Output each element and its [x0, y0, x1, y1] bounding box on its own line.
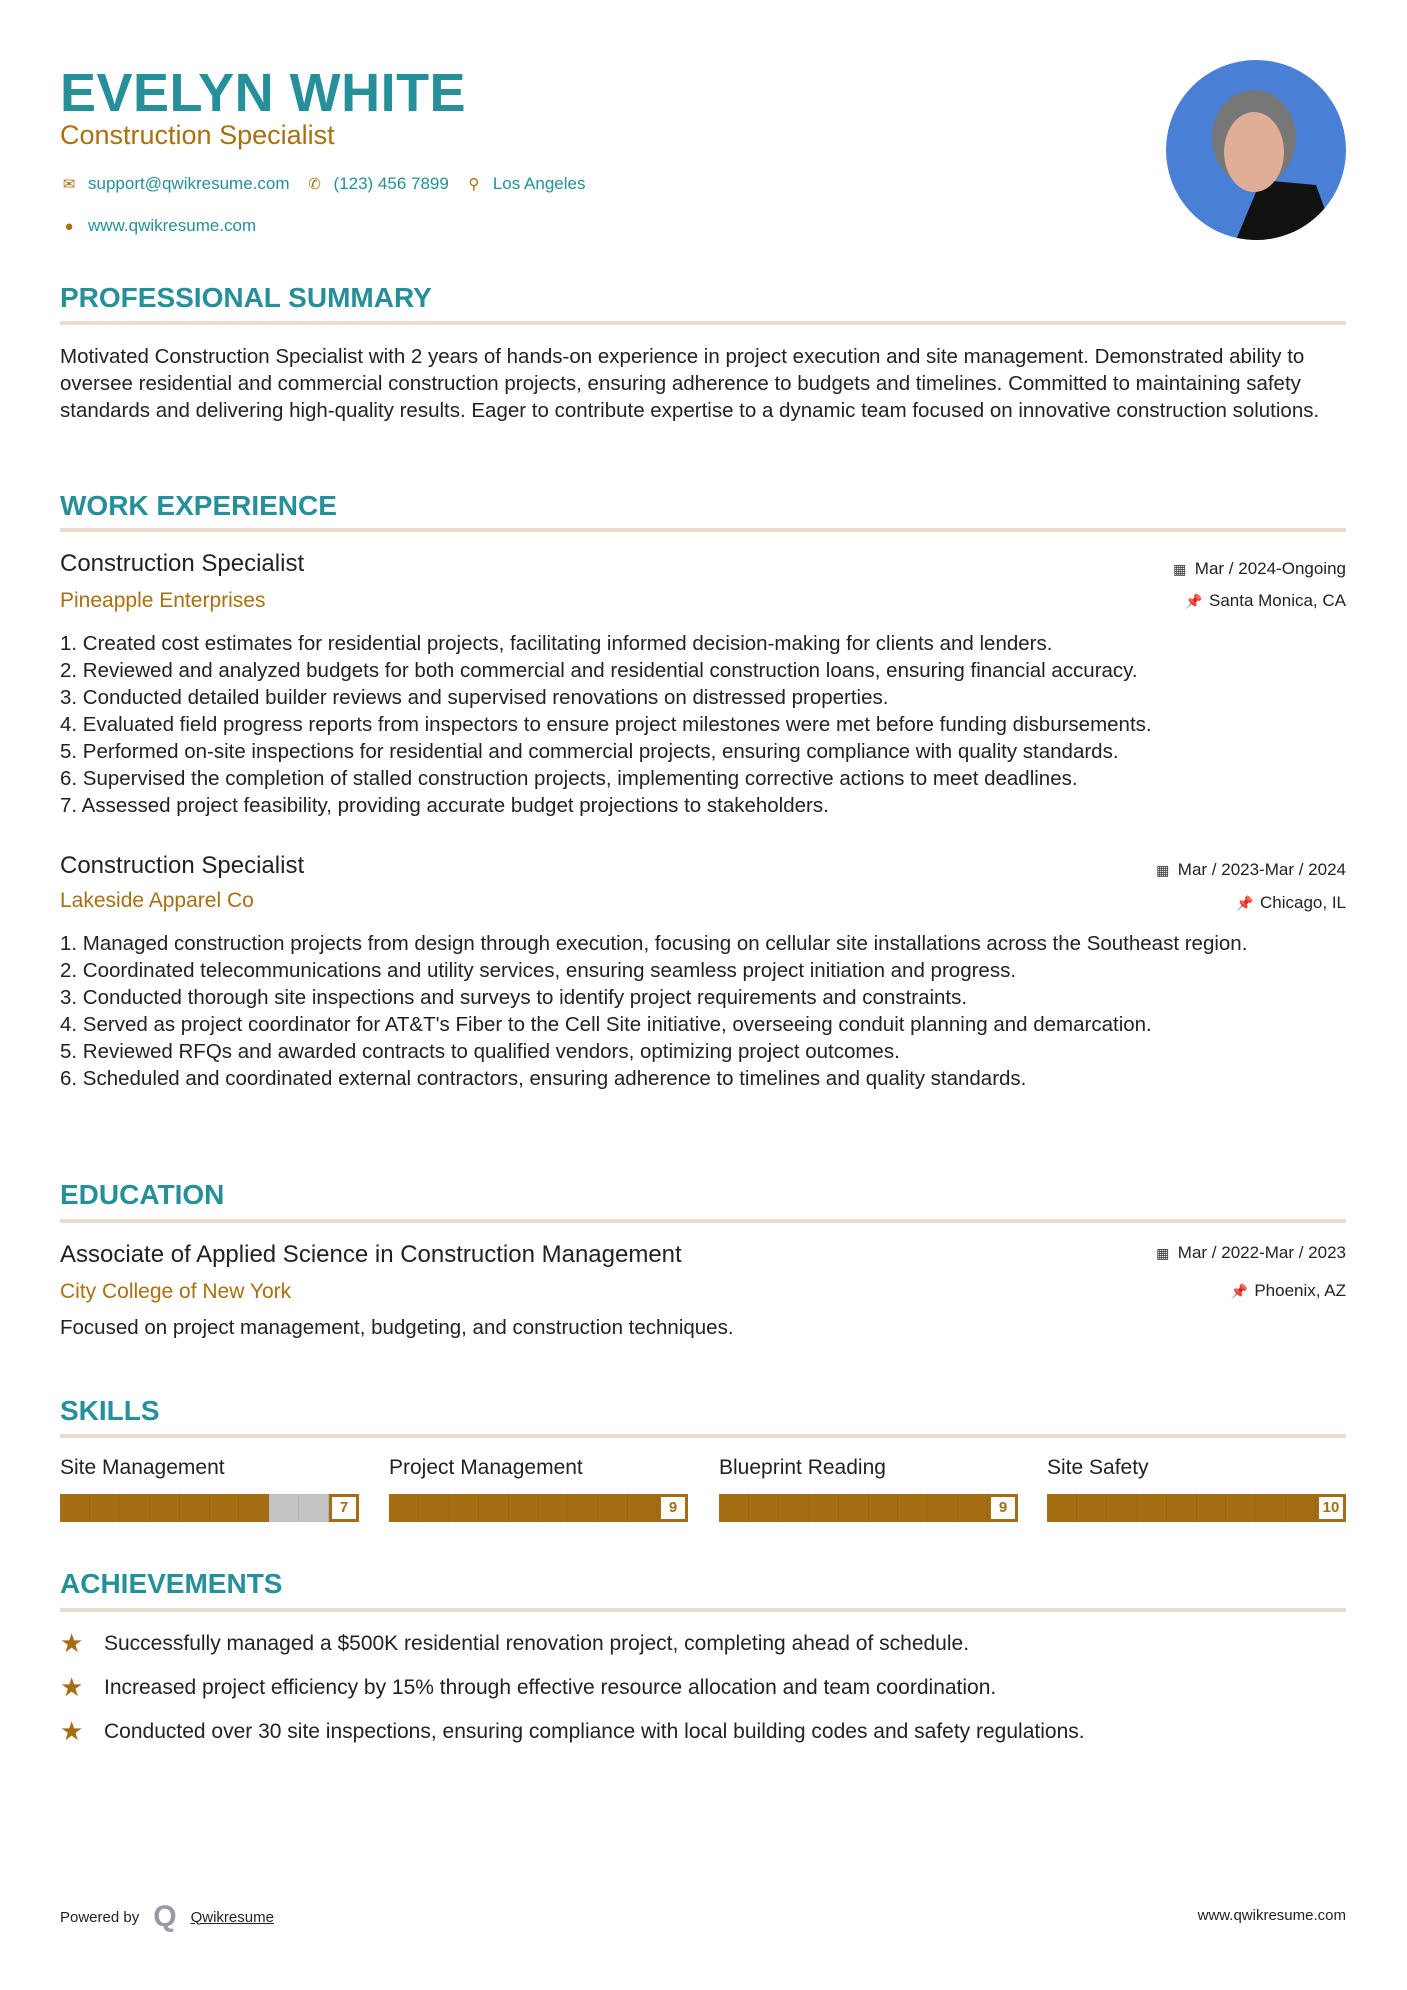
skill-bar-segment	[1137, 1494, 1167, 1522]
list-item: 2. Reviewed and analyzed budgets for both commercial and residential construction loans, ensuring financial accuracy.	[60, 659, 1138, 682]
location-text: Los Angeles	[492, 174, 586, 193]
degree-title: Associate of Applied Science in Construction Management	[60, 1241, 682, 1268]
skill-bar-segment	[449, 1494, 479, 1522]
skill-bar-segment	[598, 1494, 628, 1522]
skill-level: 9	[988, 1494, 1018, 1522]
dates-text: Mar / 2023-Mar / 2024	[1177, 860, 1346, 879]
pin-icon: 📌	[1185, 592, 1203, 609]
skill-bar-segment	[958, 1494, 988, 1522]
job-location	[1236, 893, 1346, 913]
job-bullets	[60, 930, 1346, 1092]
list-item: 3. Conducted detailed builder reviews and supervised renovations on distressed properties.	[60, 686, 889, 709]
skill-bar-segment	[1226, 1494, 1256, 1522]
footer-powered	[60, 1900, 274, 1934]
skill-bar-segment	[419, 1494, 449, 1522]
candidate-title: Construction Specialist	[60, 120, 335, 150]
list-item: 1. Created cost estimates for residential projects, facilitating informed decision-making for clients and lenders.	[60, 632, 1053, 655]
skill-name: Project Management	[389, 1456, 583, 1479]
skill-bar-segment	[539, 1494, 569, 1522]
list-item: 6. Scheduled and coordinated external contractors, ensuring adherence to timelines and quality standards.	[60, 1067, 1027, 1090]
job-dates	[1171, 559, 1346, 579]
skill-bar-segment	[150, 1494, 180, 1522]
qwikresume-logo-icon: Q	[153, 1900, 177, 1933]
skill-bar-segment	[1077, 1494, 1107, 1522]
list-item: 6. Supervised the completion of stalled construction projects, implementing corrective actions to meet deadlines.	[60, 767, 1078, 790]
list-item: 4. Served as project coordinator for AT&T's Fiber to the Cell Site initiative, overseeing conduit planning and demarcation.	[60, 1013, 1152, 1036]
location-text: Chicago, IL	[1260, 893, 1346, 912]
skill-bar-segment	[869, 1494, 899, 1522]
skill-bar-segment	[1256, 1494, 1286, 1522]
list-item: 1. Managed construction projects from design through execution, focusing on cellular site installations across the Southeast region.	[60, 932, 1248, 955]
brand-link[interactable]: Qwikresume	[190, 1908, 274, 1926]
education-description: Focused on project management, budgeting, and construction techniques.	[60, 1316, 734, 1339]
list-item: 7. Assessed project feasibility, providing accurate budget projections to stakeholders.	[60, 794, 829, 817]
contact-row	[60, 174, 585, 194]
skill-level: 7	[329, 1494, 359, 1522]
skill-bar-segment	[1286, 1494, 1316, 1522]
skill-bar-segment	[120, 1494, 150, 1522]
job-company: Lakeside Apparel Co	[60, 889, 254, 912]
star-icon: ★	[60, 1672, 84, 1702]
job-dates	[1154, 860, 1346, 880]
skill-bar	[60, 1494, 359, 1522]
job-location	[1185, 591, 1346, 611]
phone-text: (123) 456 7899	[333, 174, 449, 193]
skill-bar-segment	[568, 1494, 598, 1522]
skill-name: Site Safety	[1047, 1456, 1149, 1479]
divider	[60, 1434, 1346, 1438]
pin-icon: 📌	[1236, 894, 1254, 911]
envelope-icon: ✉	[62, 176, 76, 193]
skill-bar-segment	[749, 1494, 779, 1522]
skill-bar	[1047, 1494, 1346, 1522]
dates-text: Mar / 2022-Mar / 2023	[1177, 1243, 1346, 1262]
summary-text: Motivated Construction Specialist with 2 years of hands-on experience in project execution and site management. Demonstrated ability to oversee residential and commercial construction projects, ensuring adherence to budgets and timelines. Committed to maintaining safety standards and delivering high-quality results. Eager to contribute expertise to a dynamic team focused on innovative construction solutions.	[60, 345, 1320, 422]
skill-bar-segment	[1197, 1494, 1227, 1522]
calendar-icon: ▦	[1156, 861, 1170, 878]
skill-item	[389, 1456, 688, 1522]
achievements-heading: ACHIEVEMENTS	[60, 1568, 283, 1599]
skill-bar-segment	[1167, 1494, 1197, 1522]
phone-icon: ✆	[308, 176, 321, 193]
skill-item	[719, 1456, 1018, 1522]
achievement-item	[60, 1672, 996, 1703]
list-item: 5. Performed on-site inspections for residential and commercial projects, ensuring compliance with quality standards.	[60, 740, 1119, 763]
list-item: 4. Evaluated field progress reports from inspectors to ensure project milestones were met before funding disbursements.	[60, 713, 1152, 736]
skill-bar-segment	[60, 1494, 90, 1522]
pin-icon: 📌	[1230, 1282, 1249, 1299]
skill-bar-segment	[719, 1494, 749, 1522]
skill-bar-segment	[928, 1494, 958, 1522]
skill-name: Blueprint Reading	[719, 1456, 886, 1479]
list-item: 5. Reviewed RFQs and awarded contracts to qualified vendors, optimizing project outcomes.	[60, 1040, 900, 1063]
skill-bar-segment	[1107, 1494, 1137, 1522]
skill-bar-segment	[479, 1494, 509, 1522]
globe-icon: ●	[64, 217, 74, 235]
skill-bar-segment	[389, 1494, 419, 1522]
location-text: Santa Monica, CA	[1208, 591, 1346, 610]
skills-heading: SKILLS	[60, 1395, 160, 1426]
job-title: Construction Specialist	[60, 550, 305, 577]
skill-bar-segment	[779, 1494, 809, 1522]
list-item: 3. Conducted thorough site inspections and surveys to identify project requirements and constraints.	[60, 986, 968, 1009]
achievement-item	[60, 1628, 969, 1659]
skill-bar-segment	[809, 1494, 839, 1522]
skill-bar-segment	[839, 1494, 869, 1522]
skill-bar-segment	[269, 1494, 299, 1522]
job-title: Construction Specialist	[60, 852, 305, 879]
map-pin-icon: ⚲	[468, 176, 480, 193]
skill-bar-segment	[210, 1494, 240, 1522]
skill-bar	[719, 1494, 1018, 1522]
skill-bar-segment	[299, 1494, 329, 1522]
skill-item	[1047, 1456, 1346, 1522]
location-text: Phoenix, AZ	[1254, 1281, 1346, 1300]
website-row	[60, 216, 256, 236]
skill-level: 9	[658, 1494, 688, 1522]
website-link[interactable]: www.qwikresume.com	[88, 216, 257, 235]
skill-bar-segment	[90, 1494, 120, 1522]
school-name: City College of New York	[60, 1280, 292, 1303]
star-icon: ★	[60, 1628, 84, 1658]
achievement-text: Increased project efficiency by 15% through effective resource allocation and team coordination.	[104, 1675, 997, 1699]
avatar	[1166, 60, 1346, 240]
calendar-icon: ▦	[1173, 560, 1187, 577]
powered-by-text: Powered by	[60, 1908, 140, 1926]
job-bullets	[60, 630, 1346, 819]
education-heading: EDUCATION	[60, 1179, 225, 1210]
calendar-icon: ▦	[1156, 1244, 1170, 1261]
skill-name: Site Management	[60, 1456, 225, 1479]
divider	[60, 1608, 1346, 1612]
job-company: Pineapple Enterprises	[60, 589, 266, 612]
skill-bar-segment	[1047, 1494, 1077, 1522]
achievement-item	[60, 1716, 1085, 1747]
list-item: 2. Coordinated telecommunications and utility services, ensuring seamless project initiation and progress.	[60, 959, 1017, 982]
skill-level: 10	[1316, 1494, 1346, 1522]
dates-text: Mar / 2024-Ongoing	[1194, 559, 1346, 578]
achievement-text: Conducted over 30 site inspections, ensuring compliance with local building codes and safety regulations.	[104, 1719, 1085, 1743]
achievement-text: Successfully managed a $500K residential renovation project, completing ahead of schedule.	[104, 1631, 970, 1655]
star-icon: ★	[60, 1716, 84, 1746]
divider	[60, 1219, 1346, 1223]
skill-item	[60, 1456, 359, 1522]
divider	[60, 321, 1346, 325]
skill-bar-segment	[239, 1494, 269, 1522]
candidate-name: EVELYN WHITE	[60, 63, 467, 123]
email-link[interactable]: support@qwikresume.com	[88, 174, 290, 193]
experience-heading: WORK EXPERIENCE	[60, 490, 337, 521]
skill-bar-segment	[509, 1494, 539, 1522]
education-location	[1230, 1281, 1346, 1301]
skill-bar-segment	[180, 1494, 210, 1522]
skill-bar-segment	[628, 1494, 658, 1522]
skill-bar-segment	[898, 1494, 928, 1522]
footer-website[interactable]: www.qwikresume.com	[1197, 1907, 1346, 1924]
summary-heading: PROFESSIONAL SUMMARY	[60, 282, 432, 313]
divider	[60, 528, 1346, 532]
education-dates	[1154, 1243, 1346, 1263]
skill-bar	[389, 1494, 688, 1522]
